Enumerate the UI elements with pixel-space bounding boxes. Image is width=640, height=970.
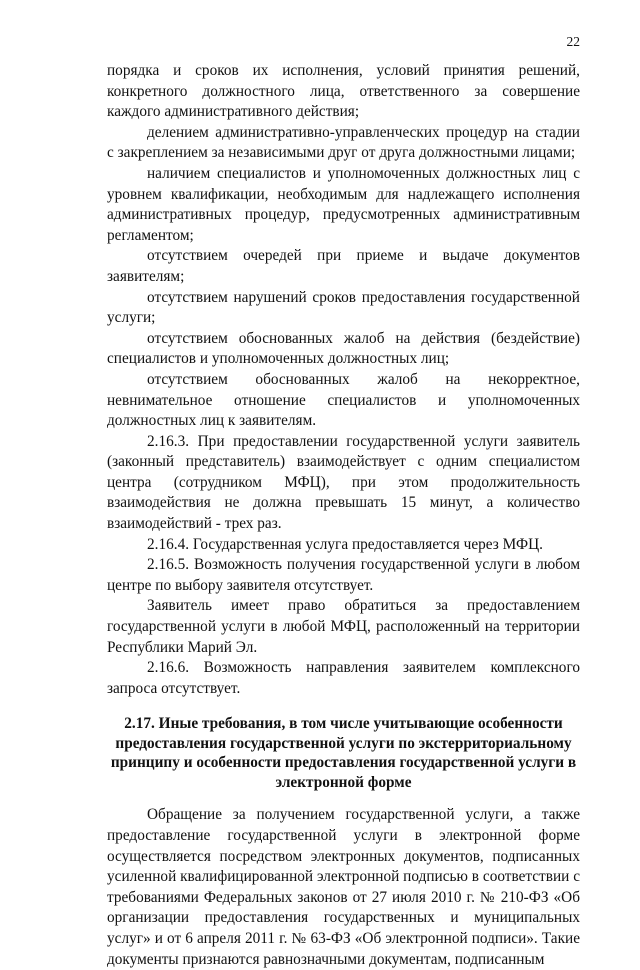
paragraph: 2.16.6. Возможность направления заявителем комплексного запроса отсутствует. (107, 659, 580, 697)
paragraphs-after (107, 805, 580, 970)
page-number: 22 (566, 34, 580, 49)
paragraph: Обращение за получением государственной услуги, а также предоставление государственной услуги в электронной форме осуществляется посредством электронных документов, подписанных усиленной квалифицированной электронной подписью в соответствии с требованиями Федеральных законов от 27 июля 2010 г. № 210-ФЗ «Об организации предоставления государственных и муниципальных услуг» и от 6 апреля 2011 г. № 63-ФЗ «Об электронной подписи». Такие документы признаются равнозначными документам, подписанным (107, 806, 580, 968)
paragraph: отсутствием нарушений сроков предоставления государственной услуги; (107, 288, 580, 327)
paragraph: отсутствием обоснованных жалоб на некорректное, невнимательное отношение специалистов и уполномоченных должностных лиц к заявителям. (107, 370, 580, 430)
paragraph: отсутствием обоснованных жалоб на действия (бездействие) специалистов и уполномоченных должностных лиц; (107, 329, 580, 368)
section-heading: 2.17. Иные требования, в том числе учитывающие особенности предоставления государственной услуги по экстерриториальному принципу и особенности предоставления государственной услуги в электронной форме (110, 715, 577, 791)
paragraphs-before (107, 61, 580, 699)
document-body (107, 61, 580, 970)
paragraph: 2.16.5. Возможность получения государственной услуги в любом центре по выбору заявителя отсутствует. (107, 556, 580, 594)
paragraph: 2.16.4. Государственная услуга предоставляется через МФЦ. (147, 535, 543, 553)
paragraph: порядка и сроков их исполнения, условий принятия решений, конкретного должностного лица, ответственного за совершение каждого административного действия; (107, 62, 580, 121)
paragraph: отсутствием очередей при приеме и выдаче документов заявителям; (107, 247, 580, 285)
paragraph: 2.16.3. При предоставлении государственной услуги заявитель (законный представитель) взаимодействует с одним специалистом центра (сотрудником МФЦ), при этом продолжительность взаимодействия не должна превышать 15 минут, а количество взаимодействий - трех раз. (107, 432, 580, 533)
paragraph: наличием специалистов и уполномоченных должностных лиц с уровнем квалификации, необходимым для надлежащего исполнения административных процедур, предусмотренных административным регламентом; (107, 164, 580, 244)
paragraph: Заявитель имеет право обратиться за предоставлением государственной услуги в любой МФЦ, расположенный на территории Республики Марий Эл. (107, 597, 580, 656)
paragraph: делением административно-управленческих процедур на стадии с закреплением за независимыми друг от друга должностными лицами; (107, 123, 580, 162)
